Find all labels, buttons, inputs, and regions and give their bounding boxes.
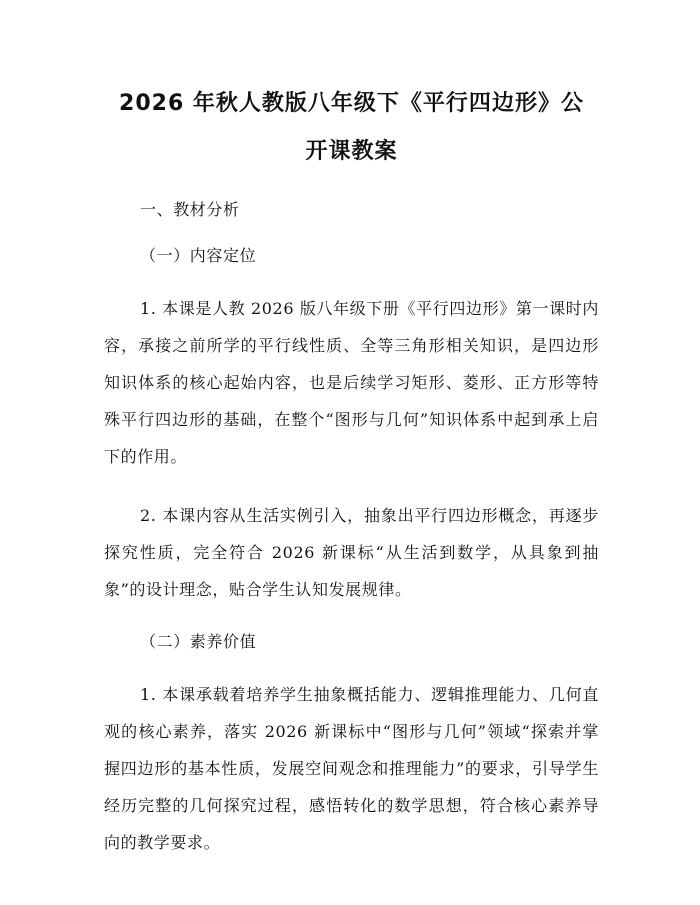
paragraph-content-1: 1. 本课是人教 2026 版八年级下册《平行四边形》第一课时内容，承接之前所学的平行线性质、全等三角形相关知识，是四边形知识体系的核心起始内容，也是后续学习矩形、菱形、正方形等特殊平行四边形的基础，在整个“图形与几何”知识体系中起到承上启下的作用。 [104, 299, 599, 466]
paragraph-literacy-1: 1. 本课承载着培养学生抽象概括能力、逻辑推理能力、几何直观的核心素养，落实 2026 新课标中“图形与几何”领域“探索并掌握四边形的基本性质，发展空间观念和推理能力”的要求，引导学生经历完整的几何探究过程，感悟转化的数学思想，符合核心素养导向的教学要求。 [104, 685, 599, 852]
paragraph-content-2: 2. 本课内容从生活实例引入，抽象出平行四边形概念，再逐步探究性质，完全符合 2026 新课标“从生活到数学，从具象到抽象”的设计理念，贴合学生认知发展规律。 [104, 506, 599, 599]
section-heading-textbook-analysis: 一、教材分析 [140, 200, 240, 219]
document-title [104, 0, 599, 176]
document-body [104, 198, 599, 861]
subsection-heading-content-positioning: （一）内容定位 [140, 246, 257, 265]
title-line-2: 开课教案 [305, 139, 398, 164]
subsection-heading-literacy-value: （二）素养价值 [140, 632, 257, 651]
title-line-1: 2026 年秋人教版八年级下《平行四边形》公 [119, 91, 584, 116]
